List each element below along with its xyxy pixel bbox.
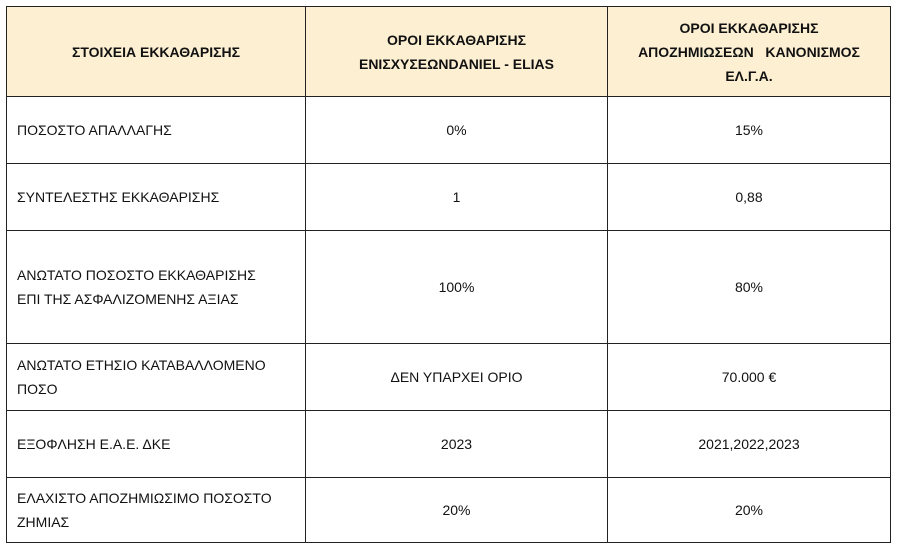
table-row	[7, 411, 891, 478]
settlement-comparison-table	[6, 6, 891, 543]
cell-daniel-value: 2023	[306, 411, 608, 478]
header-text: ΑΠΟΖΗΜΙΩΣΕΩΝ ΚΑΝΟΝΙΣΜΟΣ	[638, 43, 860, 60]
cell-daniel-value: 1	[306, 164, 608, 231]
cell-daniel-value: 100%	[306, 231, 608, 344]
row-label-text: ΕΛΑΧΙΣΤΟ ΑΠΟΖΗΜΙΩΣΙΜΟ ΠΟΣΟΣΤΟ	[17, 490, 272, 506]
row-label-text: ΖΗΜΙΑΣ	[17, 514, 70, 530]
header-row	[7, 7, 891, 97]
row-label	[7, 97, 306, 164]
cell-elga-value: 20%	[608, 478, 891, 543]
cell-elga-value: 0,88	[608, 164, 891, 231]
row-label	[7, 164, 306, 231]
cell-elga-value: 15%	[608, 97, 891, 164]
row-label-text: ΠΟΣΟ	[17, 381, 58, 397]
row-label-text: ΑΝΩΤΑΤΟ ΠΟΣΟΣΤΟ ΕΚΚΑΘΑΡΙΣΗΣ	[17, 267, 256, 283]
table-row	[7, 478, 891, 543]
row-label	[7, 478, 306, 543]
row-label	[7, 344, 306, 411]
cell-daniel-value: 0%	[306, 97, 608, 164]
header-text: ΣΤΟΙΧΕΙΑ ΕΚΚΑΘΑΡΙΣΗΣ	[71, 43, 241, 60]
table-row	[7, 231, 891, 344]
header-text: ΟΡΟΙ ΕΚΚΑΘΑΡΙΣΗΣ	[679, 19, 819, 36]
cell-daniel-value: 20%	[306, 478, 608, 543]
header-cell-daniel-elias	[306, 7, 608, 97]
row-label-text: ΠΟΣΟΣΤΟ ΑΠΑΛΛΑΓΗΣ	[17, 122, 172, 138]
cell-elga-value: 2021,2022,2023	[608, 411, 891, 478]
row-label-text: ΑΝΩΤΑΤΟ ΕΤΗΣΙΟ ΚΑΤΑΒΑΛΛΟΜΕΝΟ	[17, 357, 266, 373]
row-label-text: ΕΠΙ ΤΗΣ ΑΣΦΑΛΙΖΟΜΕΝΗΣ ΑΞΙΑΣ	[17, 291, 239, 307]
header-text: ΕΛ.Γ.Α.	[725, 67, 773, 84]
header-text: ΕΝΙΣΧΥΣΕΩΝDANIEL - ELIAS	[358, 55, 554, 72]
table-row	[7, 164, 891, 231]
header-cell-settlement-items	[7, 7, 306, 97]
cell-daniel-value: ΔΕΝ ΥΠΑΡΧΕΙ ΟΡΙΟ	[306, 344, 608, 411]
row-label	[7, 231, 306, 344]
header-cell-elga	[608, 7, 891, 97]
row-label-text: ΣΥΝΤΕΛΕΣΤΗΣ ΕΚΚΑΘΑΡΙΣΗΣ	[17, 189, 220, 205]
table-row	[7, 344, 891, 411]
header-text: ΟΡΟΙ ΕΚΚΑΘΑΡΙΣΗΣ	[387, 31, 526, 48]
row-label	[7, 411, 306, 478]
table-row	[7, 97, 891, 164]
row-label-text: ΕΞΟΦΛΗΣΗ Ε.Α.Ε. ΔΚΕ	[17, 436, 171, 452]
cell-elga-value: 70.000 €	[608, 344, 891, 411]
cell-elga-value: 80%	[608, 231, 891, 344]
